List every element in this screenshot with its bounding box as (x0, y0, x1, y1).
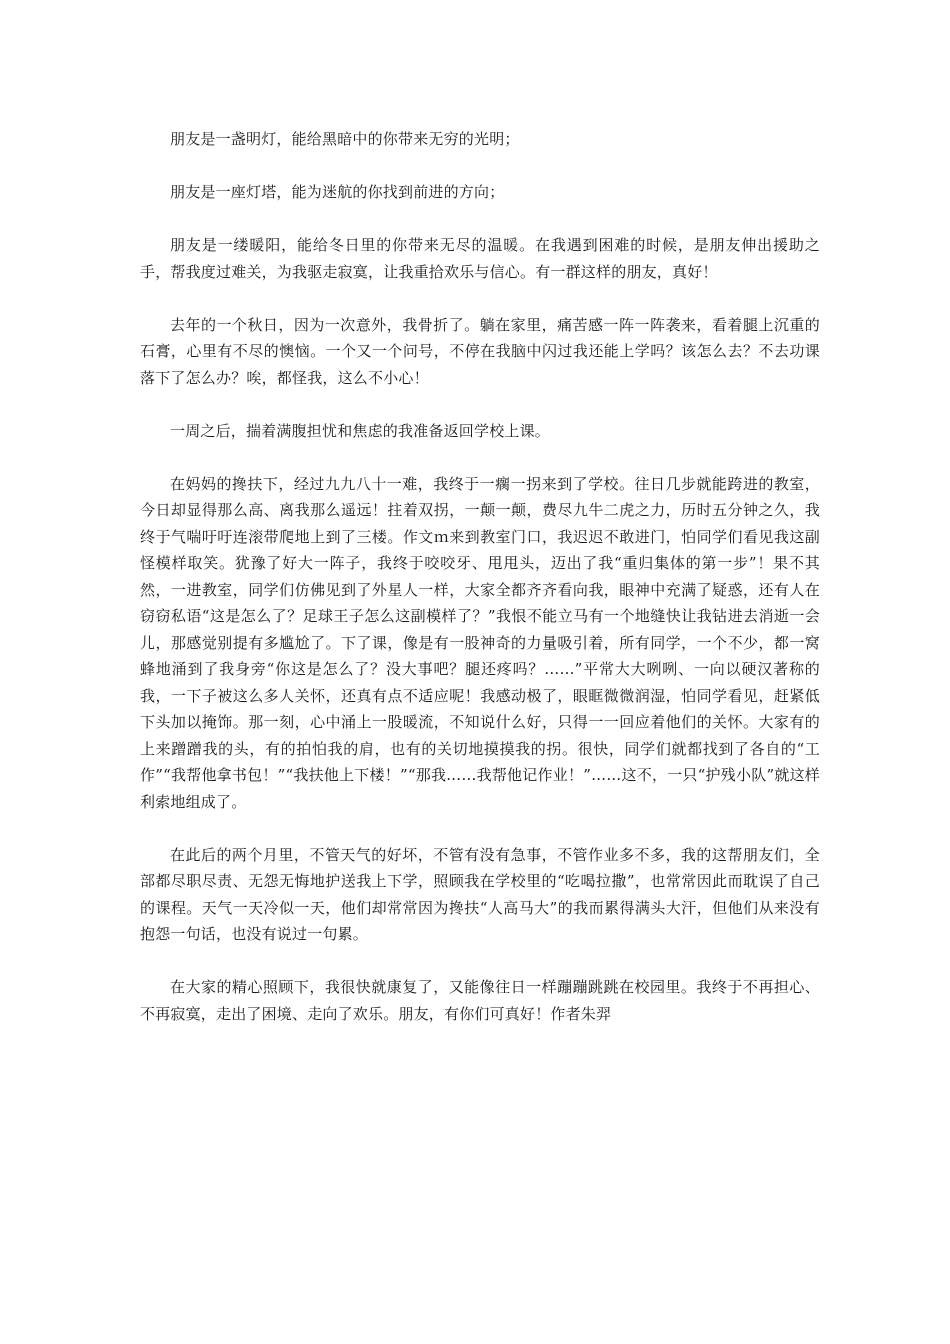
paragraph-1: 朋友是一盏明灯，能给黑暗中的你带来无穷的光明； (170, 130, 520, 148)
article-body (140, 126, 820, 1054)
paragraph-3: 朋友是一缕暖阳，能给冬日里的你带来无尽的温暖。在我遇到困难的时候，是朋友伸出援助之手，帮我度过难关，为我驱走寂寞，让我重拾欢乐与信心。有一群这样的朋友，真好！ (140, 236, 820, 281)
paragraph-7: 在此后的两个月里，不管天气的好坏，不管有没有急事，不管作业多不多，我的这帮朋友们，全部都尽职尽责、无怨无悔地护送我上下学，照顾我在学校里的“吃喝拉撒”，也常常因此而耽误了自己的课程。天气一天冷似一天，他们却常常因为搀扶“人高马大”的我而累得满头大汗，但他们从来没有抱怨一句话，也没有说过一句累。 (140, 845, 820, 943)
paragraph-8: 在大家的精心照顾下，我很快就康复了，又能像往日一样蹦蹦跳跳在校园里。我终于不再担心、不再寂寞，走出了困境、走向了欢乐。朋友，有你们可真好！作者朱羿 (140, 978, 820, 1023)
paragraph-4: 去年的一个秋日，因为一次意外，我骨折了。躺在家里，痛苦感一阵一阵袭来，看着腿上沉重的石膏，心里有不尽的懊恼。一个又一个问号，不停在我脑中闪过我还能上学吗？该怎么去？不去功课落下了怎么办？唉，都怪我，这么不小心！ (140, 315, 820, 387)
paragraph-2: 朋友是一座灯塔，能为迷航的你找到前进的方向； (170, 183, 505, 201)
paragraph-6: 在妈妈的搀扶下，经过九九八十一难，我终于一瘸一拐来到了学校。往日几步就能跨进的教室，今日却显得那么高、离我那么遥远！拄着双拐，一颠一颠，费尽九牛二虎之力，历时五分钟之久，我终于气喘吁吁连滚带爬地上到了三楼。作文ｍ来到教室门口，我迟迟不敢进门，怕同学们看见我这副怪模样取笑。犹豫了好大一阵子，我终于咬咬牙、甩甩头，迈出了我“重归集体的第一步”！果不其然，一进教室，同学们仿佛见到了外星人一样，大家全都齐齐看向我，眼神中充满了疑惑，还有人在窃窃私语“这是怎么了？足球王子怎么这副模样了？”我恨不能立马有一个地缝快让我钻进去消逝一会儿，那感觉别提有多尴尬了。下了课，像是有一股神奇的力量吸引着，所有同学，一个不少，都一窝蜂地涌到了我身旁“你这是怎么了？没大事吧？腿还疼吗？……”平常大大咧咧、一向以硬汉著称的我，一下子被这么多人关怀，还真有点不适应呢！我感动极了，眼眶微微润湿，怕同学看见，赶紧低下头加以掩饰。那一刻，心中涌上一股暖流，不知说什么好，只得一一回应着他们的关怀。大家有的上来蹭蹭我的头，有的拍怕我的肩，也有的关切地摸摸我的拐。很快，同学们就都找到了各自的“工作”“我帮他拿书包！”“我扶他上下楼！”“那我……我帮他记作业！”……这不，一只“护残小队”就这样利索地组成了。 (140, 474, 820, 811)
paragraph-5: 一周之后，揣着满腹担忧和焦虑的我准备返回学校上课。 (170, 421, 551, 440)
